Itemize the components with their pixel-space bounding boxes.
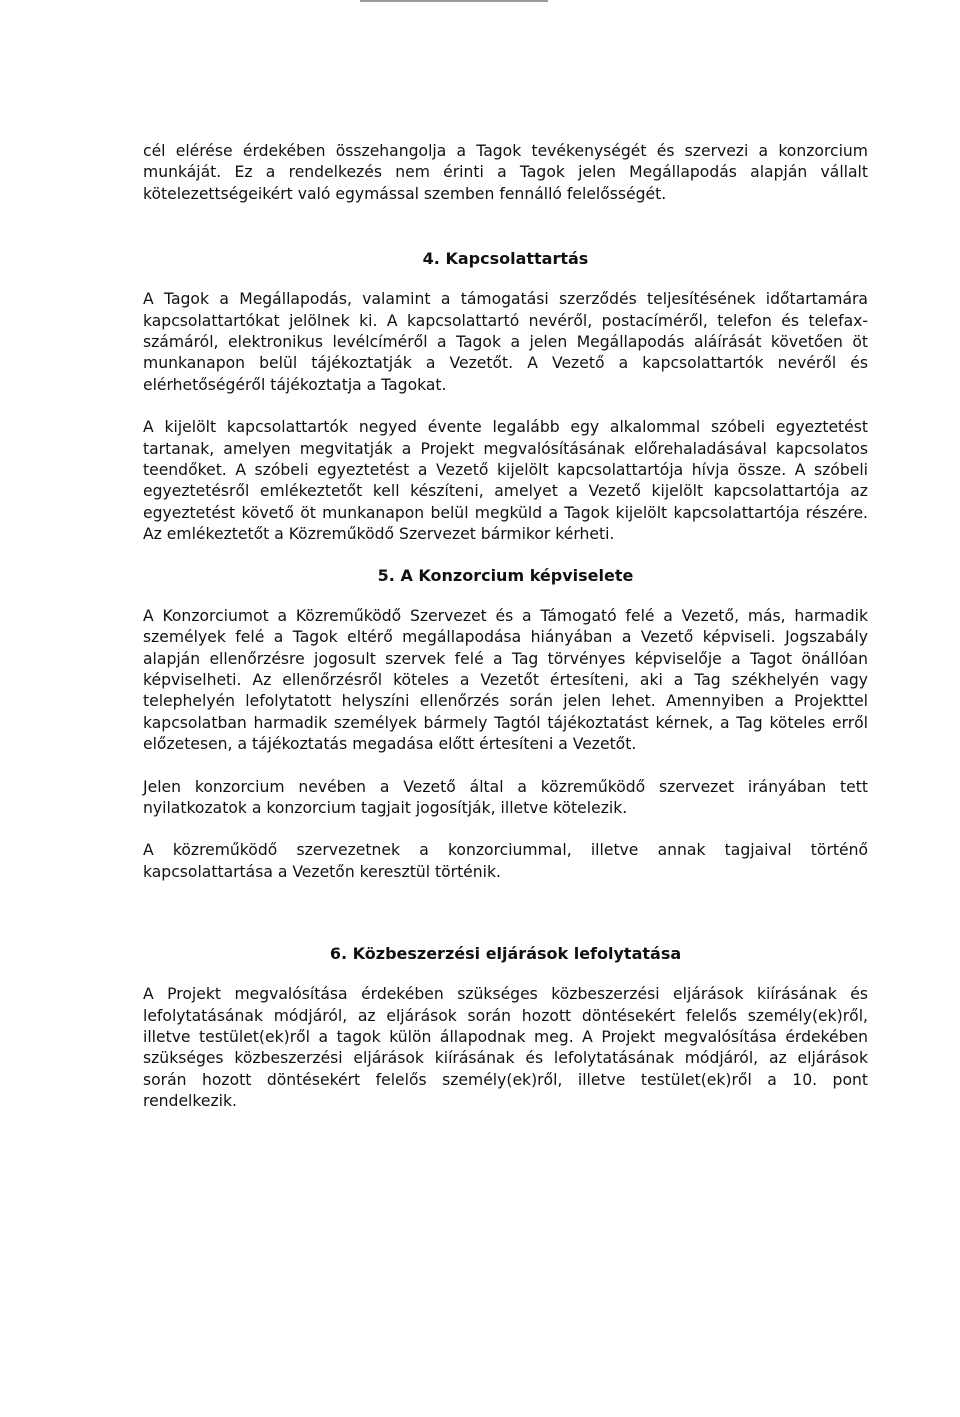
- section-5-paragraph-3: A közreműködő szervezetnek a konzorciummal, illetve annak tagjaival történő kapcsolattartása a Vezetőn keresztül történik.: [143, 841, 868, 881]
- section-4-paragraph-2: A kijelölt kapcsolattartók negyed évente legalább egy alkalommal szóbeli egyeztetést tartanak, amelyen megvitatják a Projekt megvalósításának előrehaladásával kapcsolatos teendőket. A szóbeli egyeztetést a Vezető kijelölt kapcsolattartója hívja össze. A szóbeli egyeztetésről emlékeztetőt kell készíteni, amelyet a Vezető kijelölt kapcsolattartója az egyeztetést követő öt munkanapon belül megküld a Tagok kijelölt kapcsolattartója részére. Az emlékeztetőt a Közreműködő Szervezet bármikor kérheti.: [143, 418, 868, 544]
- section-6-paragraph-1: A Projekt megvalósítása érdekében szükséges közbeszerzési eljárások kiírásának és lefolytatásának módjáról, az eljárások során hozott döntésekért felelős személy(ek)ről, illetve testület(ek)ről a tagok külön állapodnak meg. A Projekt megvalósítása érdekében szükséges közbeszerzési eljárások kiírásának és lefolytatásának módjáról, az eljárások során hozott döntésekért felelős személy(ek)ről, illetve testület(ek)ről a 10. pont rendelkezik.: [143, 985, 868, 1111]
- section-5-paragraph-2: Jelen konzorcium nevében a Vezető által a közreműködő szervezet irányában tett nyilatkozatok a konzorcium tagjait jogosítják, illetve kötelezik.: [143, 777, 868, 817]
- top-rule: [360, 0, 548, 2]
- document-page: [143, 141, 868, 1113]
- spacer: [143, 883, 868, 943]
- spacer: [143, 270, 868, 289]
- spacer: [143, 756, 868, 777]
- spacer: [143, 205, 868, 248]
- spacer: [143, 965, 868, 984]
- spacer: [143, 396, 868, 417]
- section-4-paragraph-1: A Tagok a Megállapodás, valamint a támogatási szerződés teljesítésének időtartamára kapcsolattartókat jelölnek ki. A kapcsolattartó nevéről, postacíméről, telefon és telefax-számáról, elektronikus levélcíméről a Tagok a jelen Megállapodás aláírását követően öt munkanapon belül tájékoztatják a Vezetőt. A Vezető a kapcsolattartók nevéről és elérhetőségéről tájékoztatja a Tagokat.: [143, 290, 868, 394]
- intro-paragraph: cél elérése érdekében összehangolja a Tagok tevékenységét és szervezi a konzorcium munkáját. Ez a rendelkezés nem érinti a Tagok jelen Megállapodás alapján vállalt kötelezettségeikért való egymással szemben fennálló felelősségét.: [143, 142, 868, 203]
- spacer: [143, 587, 868, 606]
- section-5-paragraph-1: A Konzorciumot a Közreműködő Szervezet és a Támogató felé a Vezető, más, harmadik személyek felé a Tagok eltérő megállapodása hiányában a Vezető képviseli. Jogszabály alapján ellenőrzésre jogosult szervek felé a Tag törvényes képviselője a Tagot önállóan képviselheti. Az ellenőrzésről köteles a Vezetőt értesíteni, aki a Tag székhelyén vagy telephelyén lefolytatott helyszíni ellenőrzés során jelen lehet. Amennyiben a Projekttel kapcsolatban harmadik személyek bármely Tagtól tájékoztatást kérnek, a Tag köteles erről előzetesen, a tájékoztatás megadása előtt értesíteni a Vezetőt.: [143, 606, 868, 754]
- section-5-heading: 5. A Konzorcium képviselete: [377, 565, 634, 585]
- section-6-heading: 6. Közbeszerzési eljárások lefolytatása: [329, 944, 682, 964]
- spacer: [143, 546, 868, 565]
- section-4-heading: 4. Kapcsolattartás: [422, 249, 589, 269]
- spacer: [143, 819, 868, 840]
